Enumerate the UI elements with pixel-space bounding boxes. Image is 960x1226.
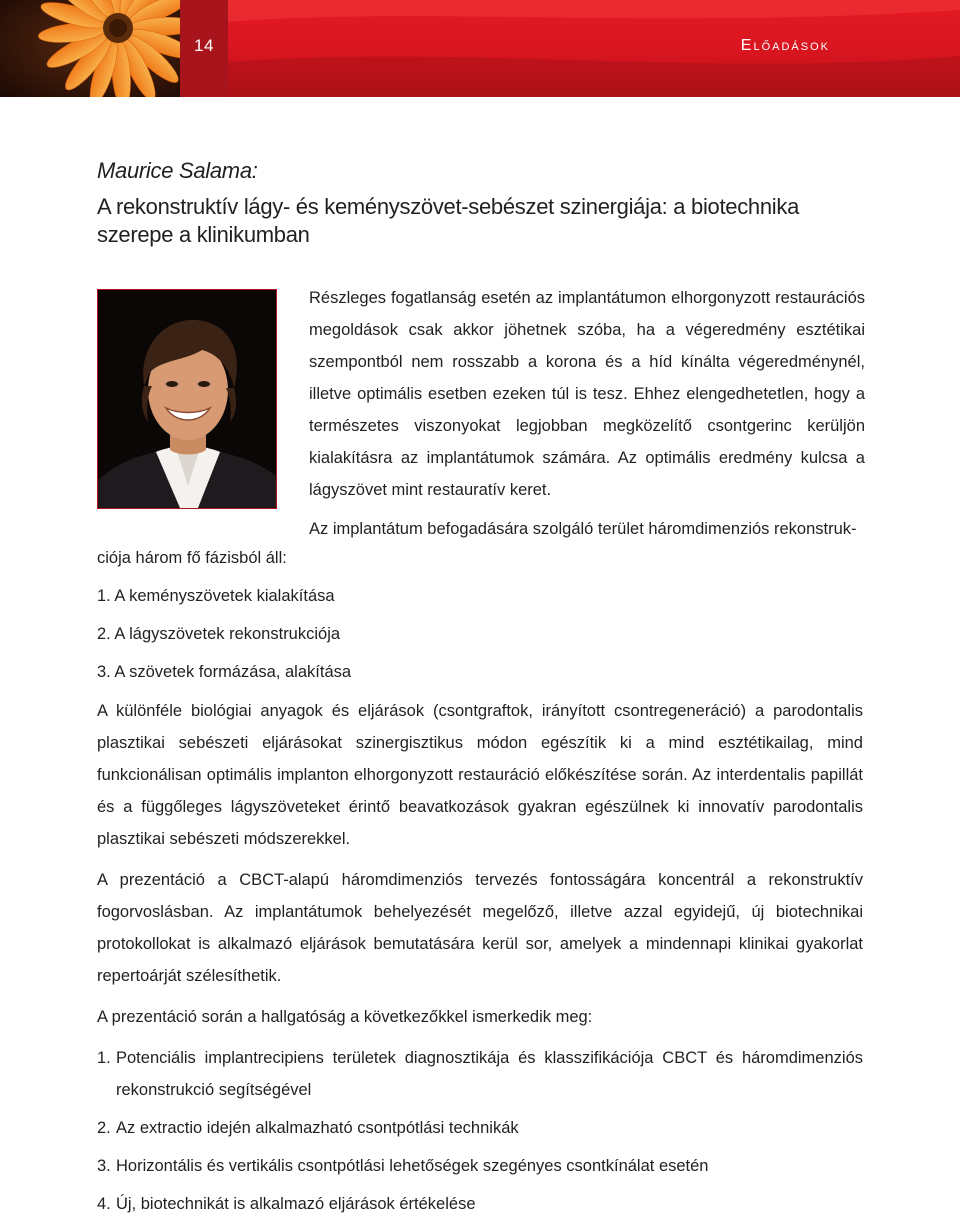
list-item: 3. A szövetek formázása, alakítása <box>97 663 352 681</box>
header-swoosh-icon <box>228 0 960 97</box>
list-item-number: 4. <box>97 1195 111 1213</box>
body-paragraph: A különféle biológiai anyagok és eljárások (csontgraftok, irányított csontregeneráció) a parodontalis plasztikai sebészeti eljárásokat szinergisztikus módon egészítik ki a mind esztétikailag, mind funkcionálisan optimális implanton elhorgonyzott restauráció előkészítése során. Az interdentalis papillát és a függőleges lágyszöveteket érintő beavatkozások gyakran egészülnek ki innovatív parodontalis plasztikai sebészeti módszerekkel. <box>97 702 863 848</box>
list-item-number: 1. <box>97 1049 111 1067</box>
intro-text <box>309 282 865 545</box>
author-portrait <box>97 289 277 509</box>
list-item <box>97 1112 863 1144</box>
list-item-text: Horizontális és vertikális csontpótlási lehetőségek szegényes csontkínálat esetén <box>116 1157 709 1175</box>
flower-illustration-icon <box>0 0 180 97</box>
body-paragraph: A prezentáció során a hallgatóság a következőkkel ismerkedik meg: <box>97 1008 593 1026</box>
author-portrait-image-icon <box>98 290 276 508</box>
list-item <box>97 1188 863 1220</box>
page-number-box <box>180 0 228 97</box>
body-paragraph: A prezentáció a CBCT-alapú háromdimenziós tervezés fontosságára koncentrál a rekonstruktív fogorvoslásban. Az implantátumok behelyezését megelőző, illetve azzal egyidejű, új biotechnikai protokollokat is alkalmazó eljárások bemutatására kerül sor, amelyek a mindennapi klinikai gyakorlat repertoárját szélesíthetik. <box>97 871 863 985</box>
list-item-text: Potenciális implantrecipiens területek diagnosztikája és klasszifikációja CBCT és háromdimenziós rekonstrukció segítségével <box>116 1049 863 1099</box>
goal-list <box>97 1042 863 1220</box>
article-body <box>97 695 863 1226</box>
intro-paragraph: Részleges fogatlanság esetén az implantátumon elhorgonyzott restaurációs megoldások csak akkor jöhetnek szóba, ha a végeredmény esztétikai szempontból nem rosszabb a korona és a híd kínálta végeredménynél, illetve optimális esetben ezeken túl is tesz. Ehhez elengedhetetlen, hogy a természetes viszonyokat legjobban megközelítő csontgerinc kerüljön kialakításra az implantátumok számára. Az optimális eredmény kulcsa a lágyszövet mint restauratív keret. <box>309 289 865 499</box>
page-header <box>0 0 960 97</box>
list-item-text: Az extractio idején alkalmazható csontpótlási technikák <box>116 1119 519 1137</box>
author-name: Maurice Salama: <box>97 158 258 183</box>
section-title: Előadások <box>740 37 830 54</box>
list-item-number: 2. <box>97 1119 111 1137</box>
header-band <box>228 0 960 97</box>
phase-list <box>97 580 351 694</box>
list-item-number: 3. <box>97 1157 111 1175</box>
list-item <box>97 1042 863 1106</box>
list-item: 1. A keményszövetek kialakítása <box>97 587 335 605</box>
list-item <box>97 1150 863 1182</box>
article-title: A rekonstruktív lágy- és keményszövet-sebészet szinergiája: a biotechnika szerepe a klinikumban <box>97 194 800 247</box>
intro-continuation: ciója három fő fázisból áll: <box>97 549 287 567</box>
page-number: 14 <box>194 36 214 55</box>
intro-paragraph: Az implantátum befogadására szolgáló terület háromdimenziós rekonstruk- <box>309 520 857 538</box>
list-item: 2. A lágyszövetek rekonstrukciója <box>97 625 341 643</box>
header-flower-image <box>0 0 180 97</box>
list-item-text: Új, biotechnikát is alkalmazó eljárások értékelése <box>116 1195 476 1213</box>
